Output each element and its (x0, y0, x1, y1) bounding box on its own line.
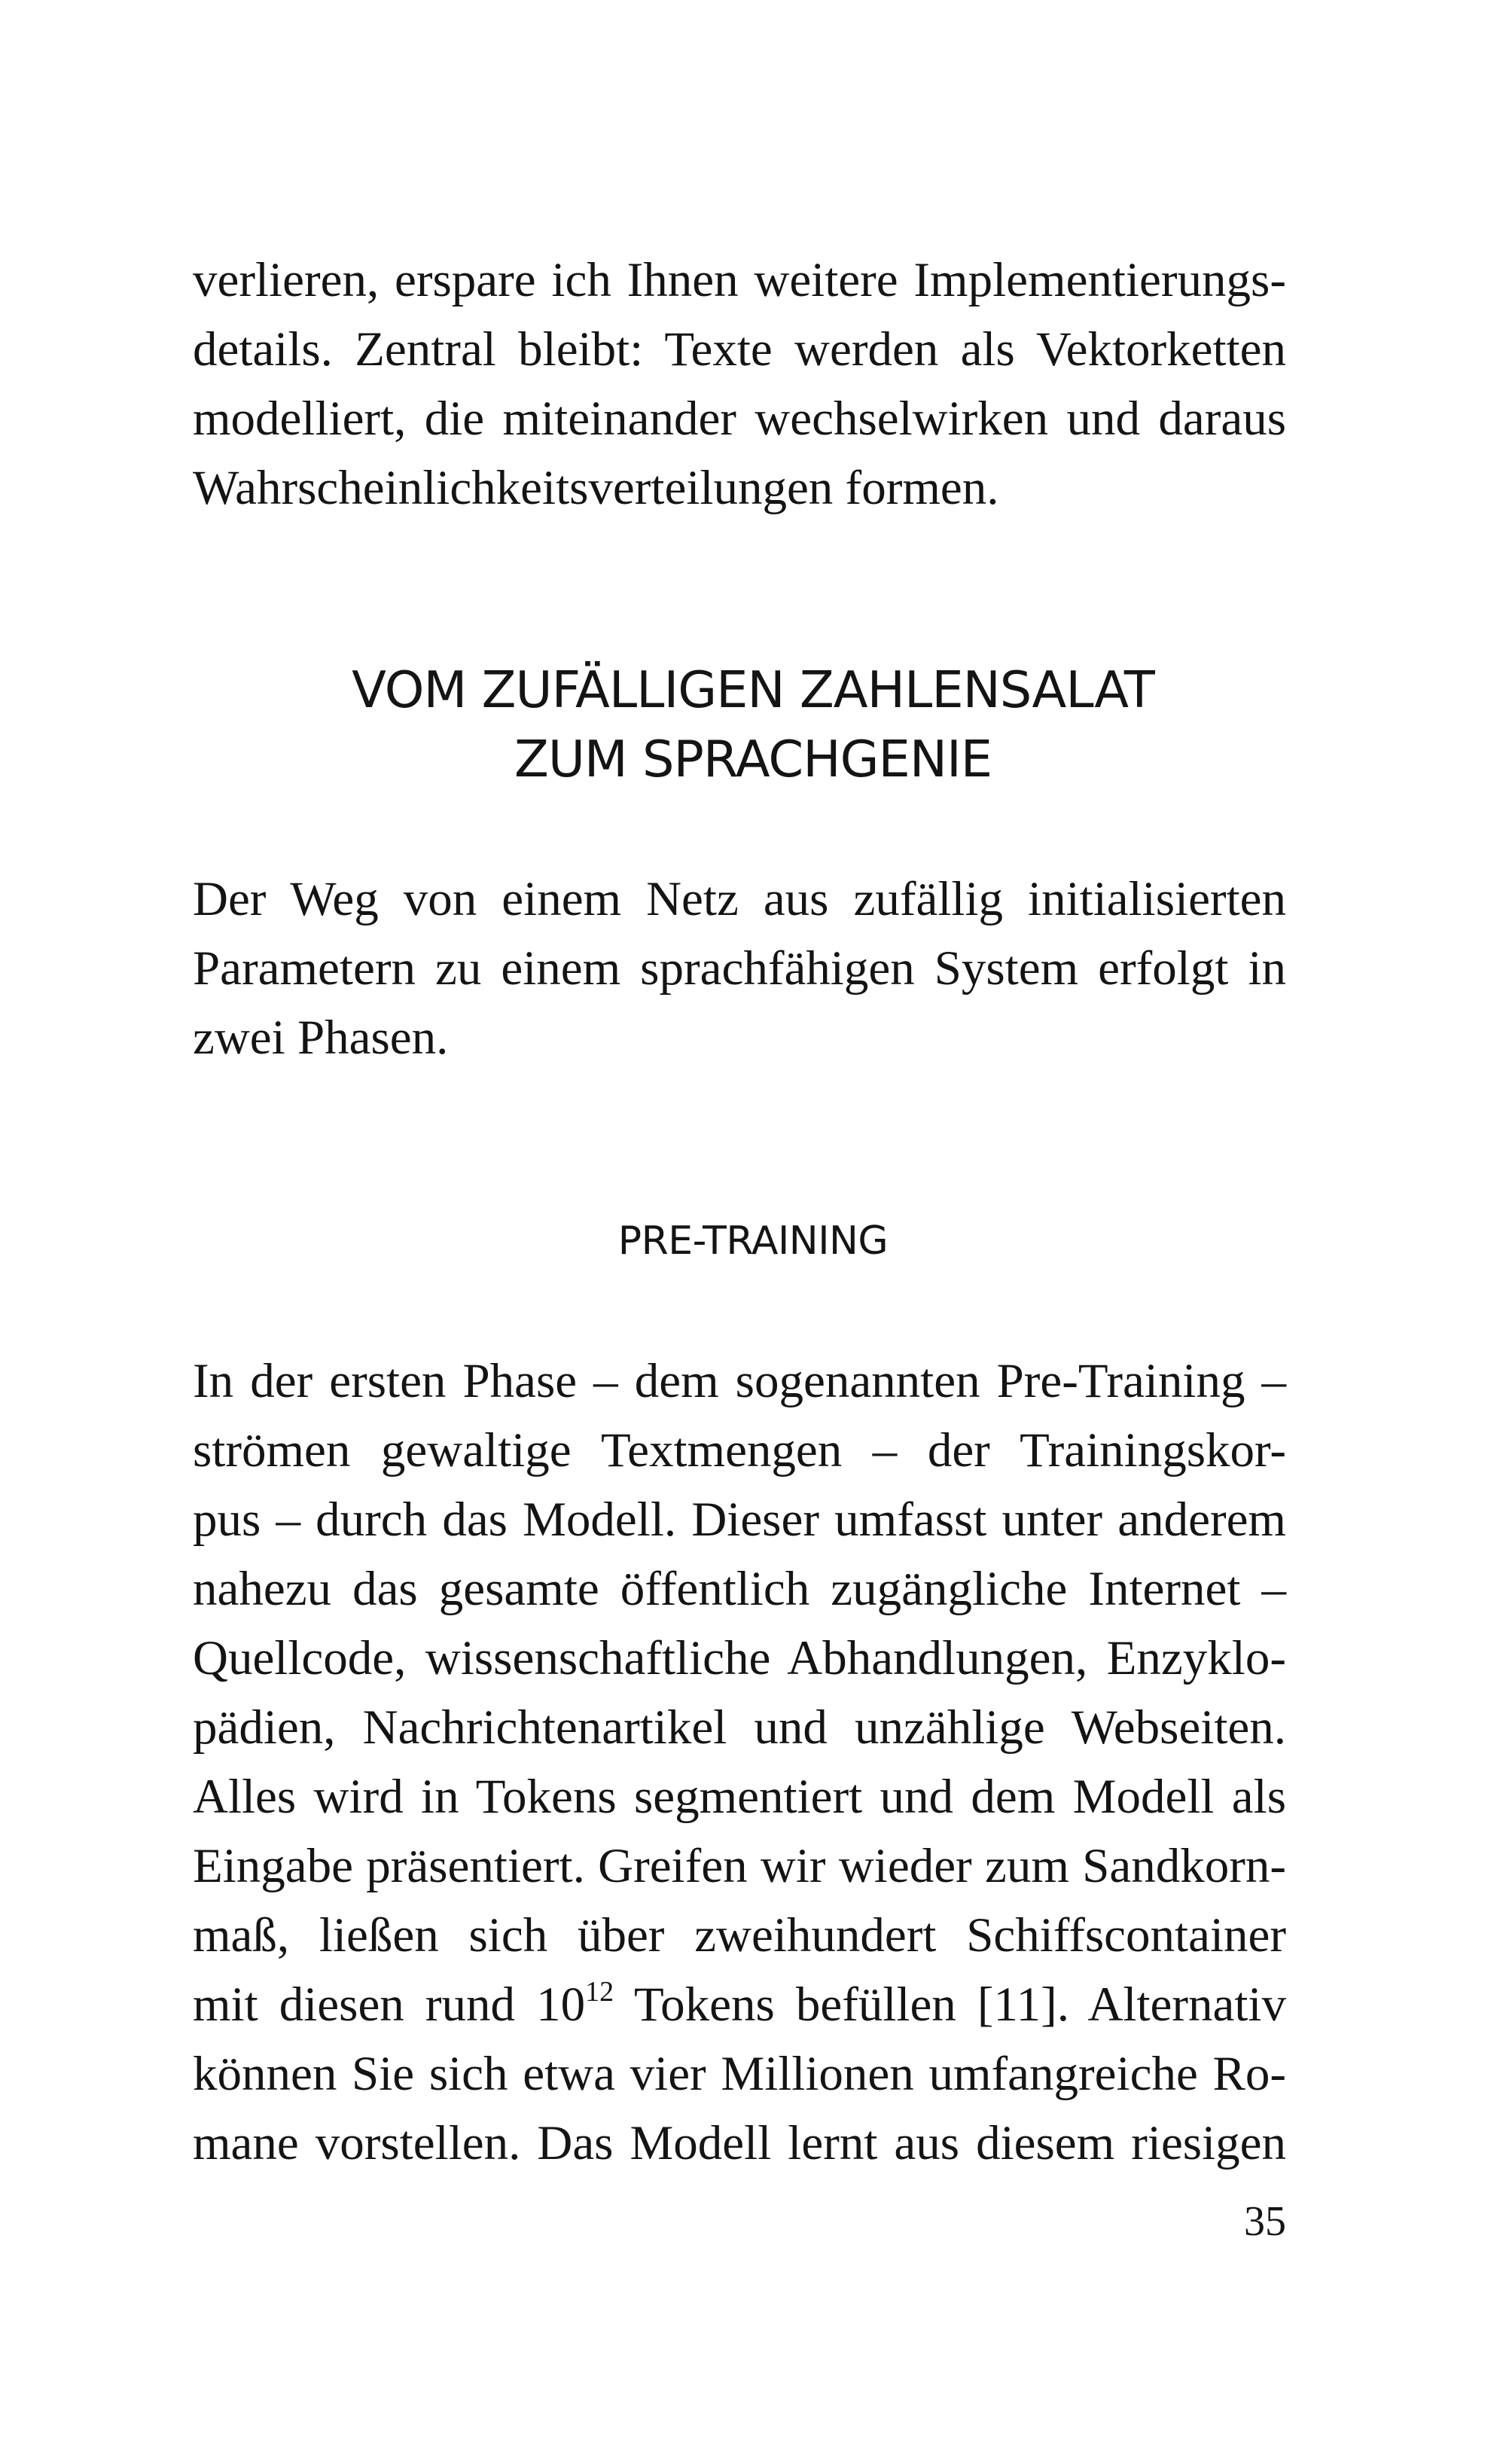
text-line: Quellcode, wissenschaftliche Abhandlungen, Enzyklo- (193, 1631, 1286, 1685)
section-heading-line-2: ZUM SPRACHGENIE (514, 730, 992, 788)
text-line: Eingabe präsentiert. Greifen wir wieder zum Sandkorn- (193, 1839, 1286, 1893)
text-line: pus – durch das Modell. Dieser umfasst unter anderem (193, 1493, 1286, 1547)
text-line: Wahrscheinlichkeitsverteilungen formen. (193, 461, 999, 515)
text-line: mane vorstellen. Das Modell lernt aus diesem riesigen (193, 2116, 1286, 2170)
text-line: maß, ließen sich über zweihundert Schiffscontainer (193, 1908, 1286, 1962)
subsection-heading: PRE-TRAINING (617, 1218, 889, 1264)
text-fragment: mit diesen rund 10 (193, 1978, 586, 2032)
text-line: modelliert, die miteinander wechselwirken und daraus (193, 392, 1286, 446)
text-line: In der ersten Phase – dem sogenannten Pre-Training – (193, 1354, 1286, 1408)
paragraph-phases (193, 865, 1286, 1072)
paragraph-intro (193, 245, 1286, 523)
text-line: Alles wird in Tokens segmentiert und dem Modell als (193, 1770, 1286, 1824)
text-line: können Sie sich etwa vier Millionen umfangreiche Ro- (193, 2047, 1286, 2101)
text-line: details. Zentral bleibt: Texte werden als Vektorketten (193, 322, 1286, 377)
text-line: zwei Phasen. (193, 1011, 449, 1065)
text-line: pädien, Nachrichtenartikel und unzählige Webseiten. (193, 1700, 1286, 1755)
paragraph-pre-training (193, 1346, 1286, 2178)
exponent: 12 (585, 1976, 614, 2008)
text-line: verlieren, erspare ich Ihnen weitere Implementierungs- (193, 253, 1286, 307)
text-line: Der Weg von einem Netz aus zufällig initialisierten (193, 872, 1286, 926)
section-heading-line-1: VOM ZUFÄLLIGEN ZAHLENSALAT (352, 660, 1154, 719)
text-line: Parametern zu einem sprachfähigen System erfolgt in (193, 941, 1286, 996)
text-fragment: Tokens befüllen [11]. Alternativ (614, 1978, 1286, 2032)
text-line: nahezu das gesamte öffentlich zugängliche Internet – (193, 1562, 1286, 1616)
text-line-with-exponent (193, 1970, 1286, 2039)
text-line: strömen gewaltige Textmengen – der Trainingskor- (193, 1423, 1286, 1477)
page-number: 35 (1244, 2198, 1286, 2245)
